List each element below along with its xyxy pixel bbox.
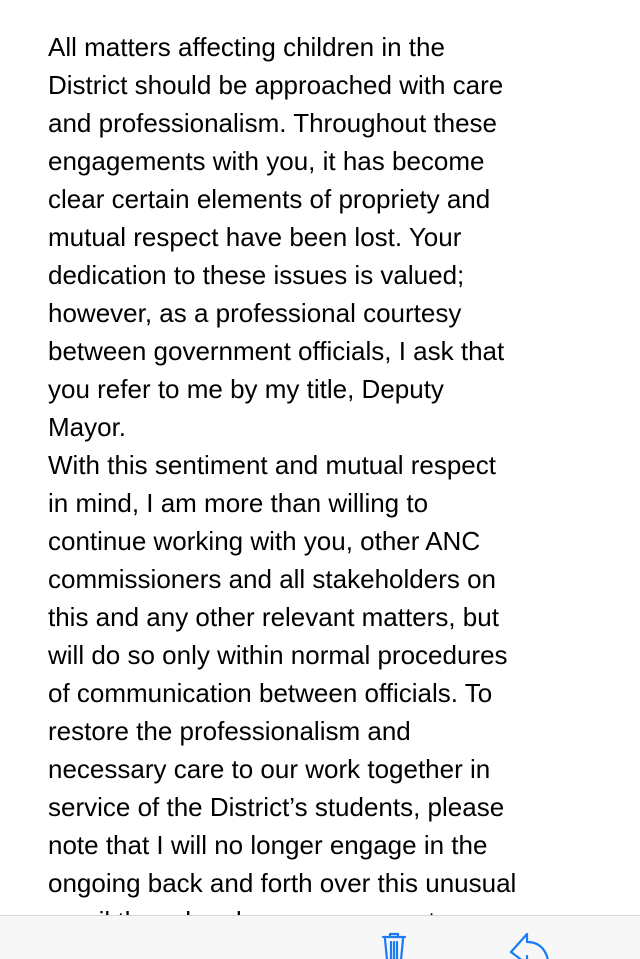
message-line: note that I will no longer engage in the: [48, 830, 488, 860]
message-line: mutual respect have been lost. Your: [48, 222, 462, 252]
message-line: clear certain elements of propriety and: [48, 184, 491, 214]
reply-icon: [505, 930, 553, 959]
message-line: Mayor.: [48, 412, 127, 442]
message-line: service of the District’s students, please: [48, 792, 505, 822]
message-line: this and any other relevant matters, but: [48, 602, 499, 632]
bottom-toolbar: [0, 915, 640, 959]
message-line: With this sentiment and mutual respect: [48, 450, 496, 480]
message-line: ongoing back and forth over this unusual: [48, 868, 517, 898]
email-message-body: [48, 28, 608, 959]
message-line: and professionalism. Throughout these: [48, 108, 498, 138]
message-line: will do so only within normal procedures: [48, 640, 508, 670]
reply-button[interactable]: [505, 930, 553, 959]
message-line: All matters affecting children in the: [48, 32, 445, 62]
message-line: engagements with you, it has become: [48, 146, 485, 176]
message-line: necessary care to our work together in: [48, 754, 491, 784]
message-line: District should be approached with care: [48, 70, 504, 100]
message-line: commissioners and all stakeholders on: [48, 564, 496, 594]
message-line: of communication between officials. To: [48, 678, 493, 708]
message-line: continue working with you, other ANC: [48, 526, 481, 556]
message-line: dedication to these issues is valued;: [48, 260, 465, 290]
message-line: restore the professionalism and: [48, 716, 411, 746]
delete-button[interactable]: [370, 930, 418, 959]
message-line: between government officials, I ask that: [48, 336, 505, 366]
message-line: however, as a professional courtesy: [48, 298, 462, 328]
message-line: you refer to me by my title, Deputy: [48, 374, 444, 404]
message-line: in mind, I am more than willing to: [48, 488, 429, 518]
trash-icon: [370, 930, 418, 959]
